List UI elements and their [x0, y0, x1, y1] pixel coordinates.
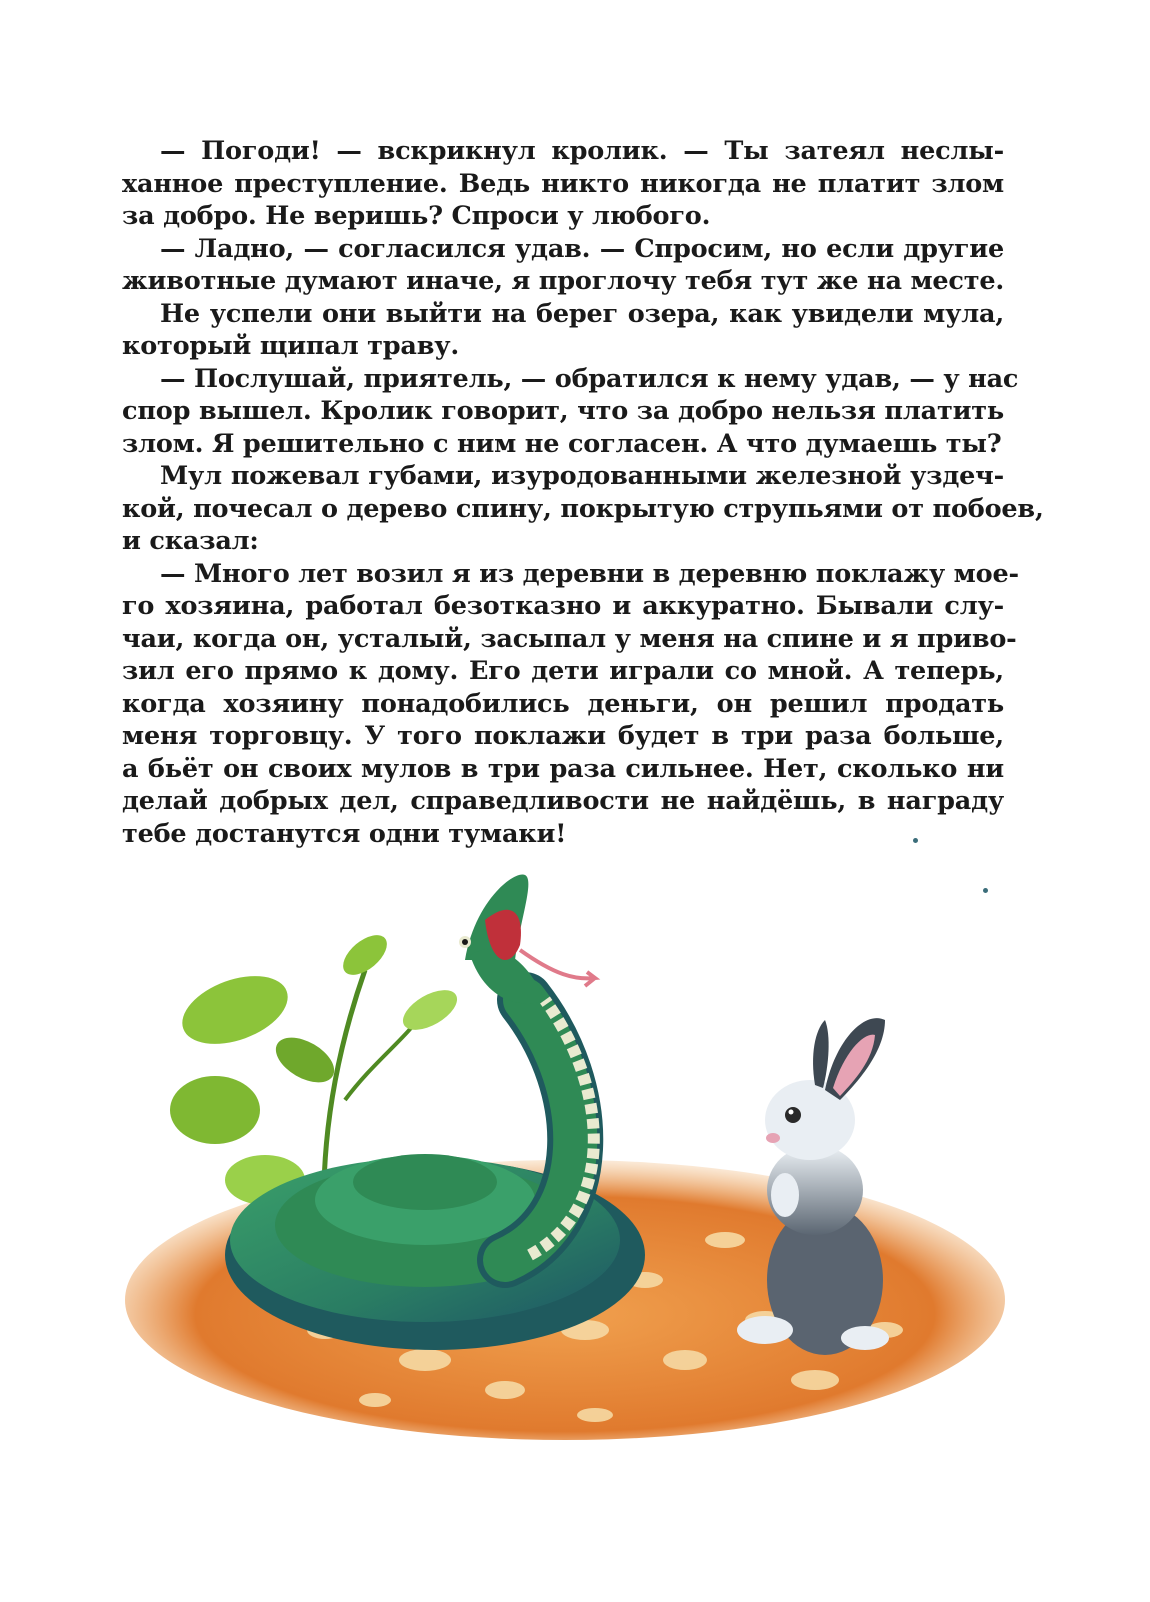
story-line: злом. Я решительно с ним не согласен. А что думаешь ты?: [122, 428, 1002, 459]
story-line: меня торговцу. У того поклажи будет в три раза больше,: [122, 721, 1004, 751]
story-line: спор вышел. Кролик говорит, что за добро нельзя платить: [122, 396, 1004, 426]
story-line: Мул пожевал губами, изуродованными железной уздеч-: [160, 461, 1004, 491]
snake-and-rabbit-illustration: [125, 860, 1025, 1450]
story-text: [122, 135, 1044, 850]
print-speck: [913, 838, 918, 843]
story-line: а бьёт он своих мулов в три раза сильнее. Нет, сколько ни: [122, 753, 1004, 784]
story-line: за добро. Не веришь? Спроси у любого.: [122, 201, 711, 231]
story-line: — Много лет возил я из деревни в деревню поклажу мое-: [160, 558, 1019, 589]
story-line: го хозяина, работал безотказно и аккуратно. Бывали слу-: [122, 591, 1004, 621]
story-line: тебе достанутся одни тумаки!: [122, 818, 567, 849]
story-line: кой, почесал о дерево спину, покрытую струпьями от побоев,: [122, 493, 1044, 524]
story-line: зил его прямо к дому. Его дети играли со мной. А теперь,: [122, 656, 1004, 686]
story-line: — Ладно, — согласился удав. — Спросим, но если другие: [160, 233, 1004, 264]
story-line: ханное преступление. Ведь никто никогда не платит злом: [122, 168, 1004, 199]
snake: [225, 874, 645, 1350]
story-line: когда хозяину понадобились деньги, он решил продать: [122, 688, 1004, 719]
print-speck: [983, 888, 988, 893]
story-line: — Послушай, приятель, — обратился к нему удав, — у нас: [160, 363, 1019, 394]
story-line: и сказал:: [122, 526, 259, 556]
story-line: который щипал траву.: [122, 331, 460, 361]
story-line: животные думают иначе, я проглочу тебя тут же на месте.: [122, 266, 1005, 296]
story-line: чаи, когда он, усталый, засыпал у меня на спине и я приво-: [122, 623, 1017, 654]
story-line: делай добрых дел, справедливости не найдёшь, в награду: [122, 786, 1004, 816]
story-line: Не успели они выйти на берег озера, как увидели мула,: [160, 298, 1004, 329]
story-line: — Погоди! — вскрикнул кролик. — Ты затеял неслы-: [160, 136, 1004, 166]
